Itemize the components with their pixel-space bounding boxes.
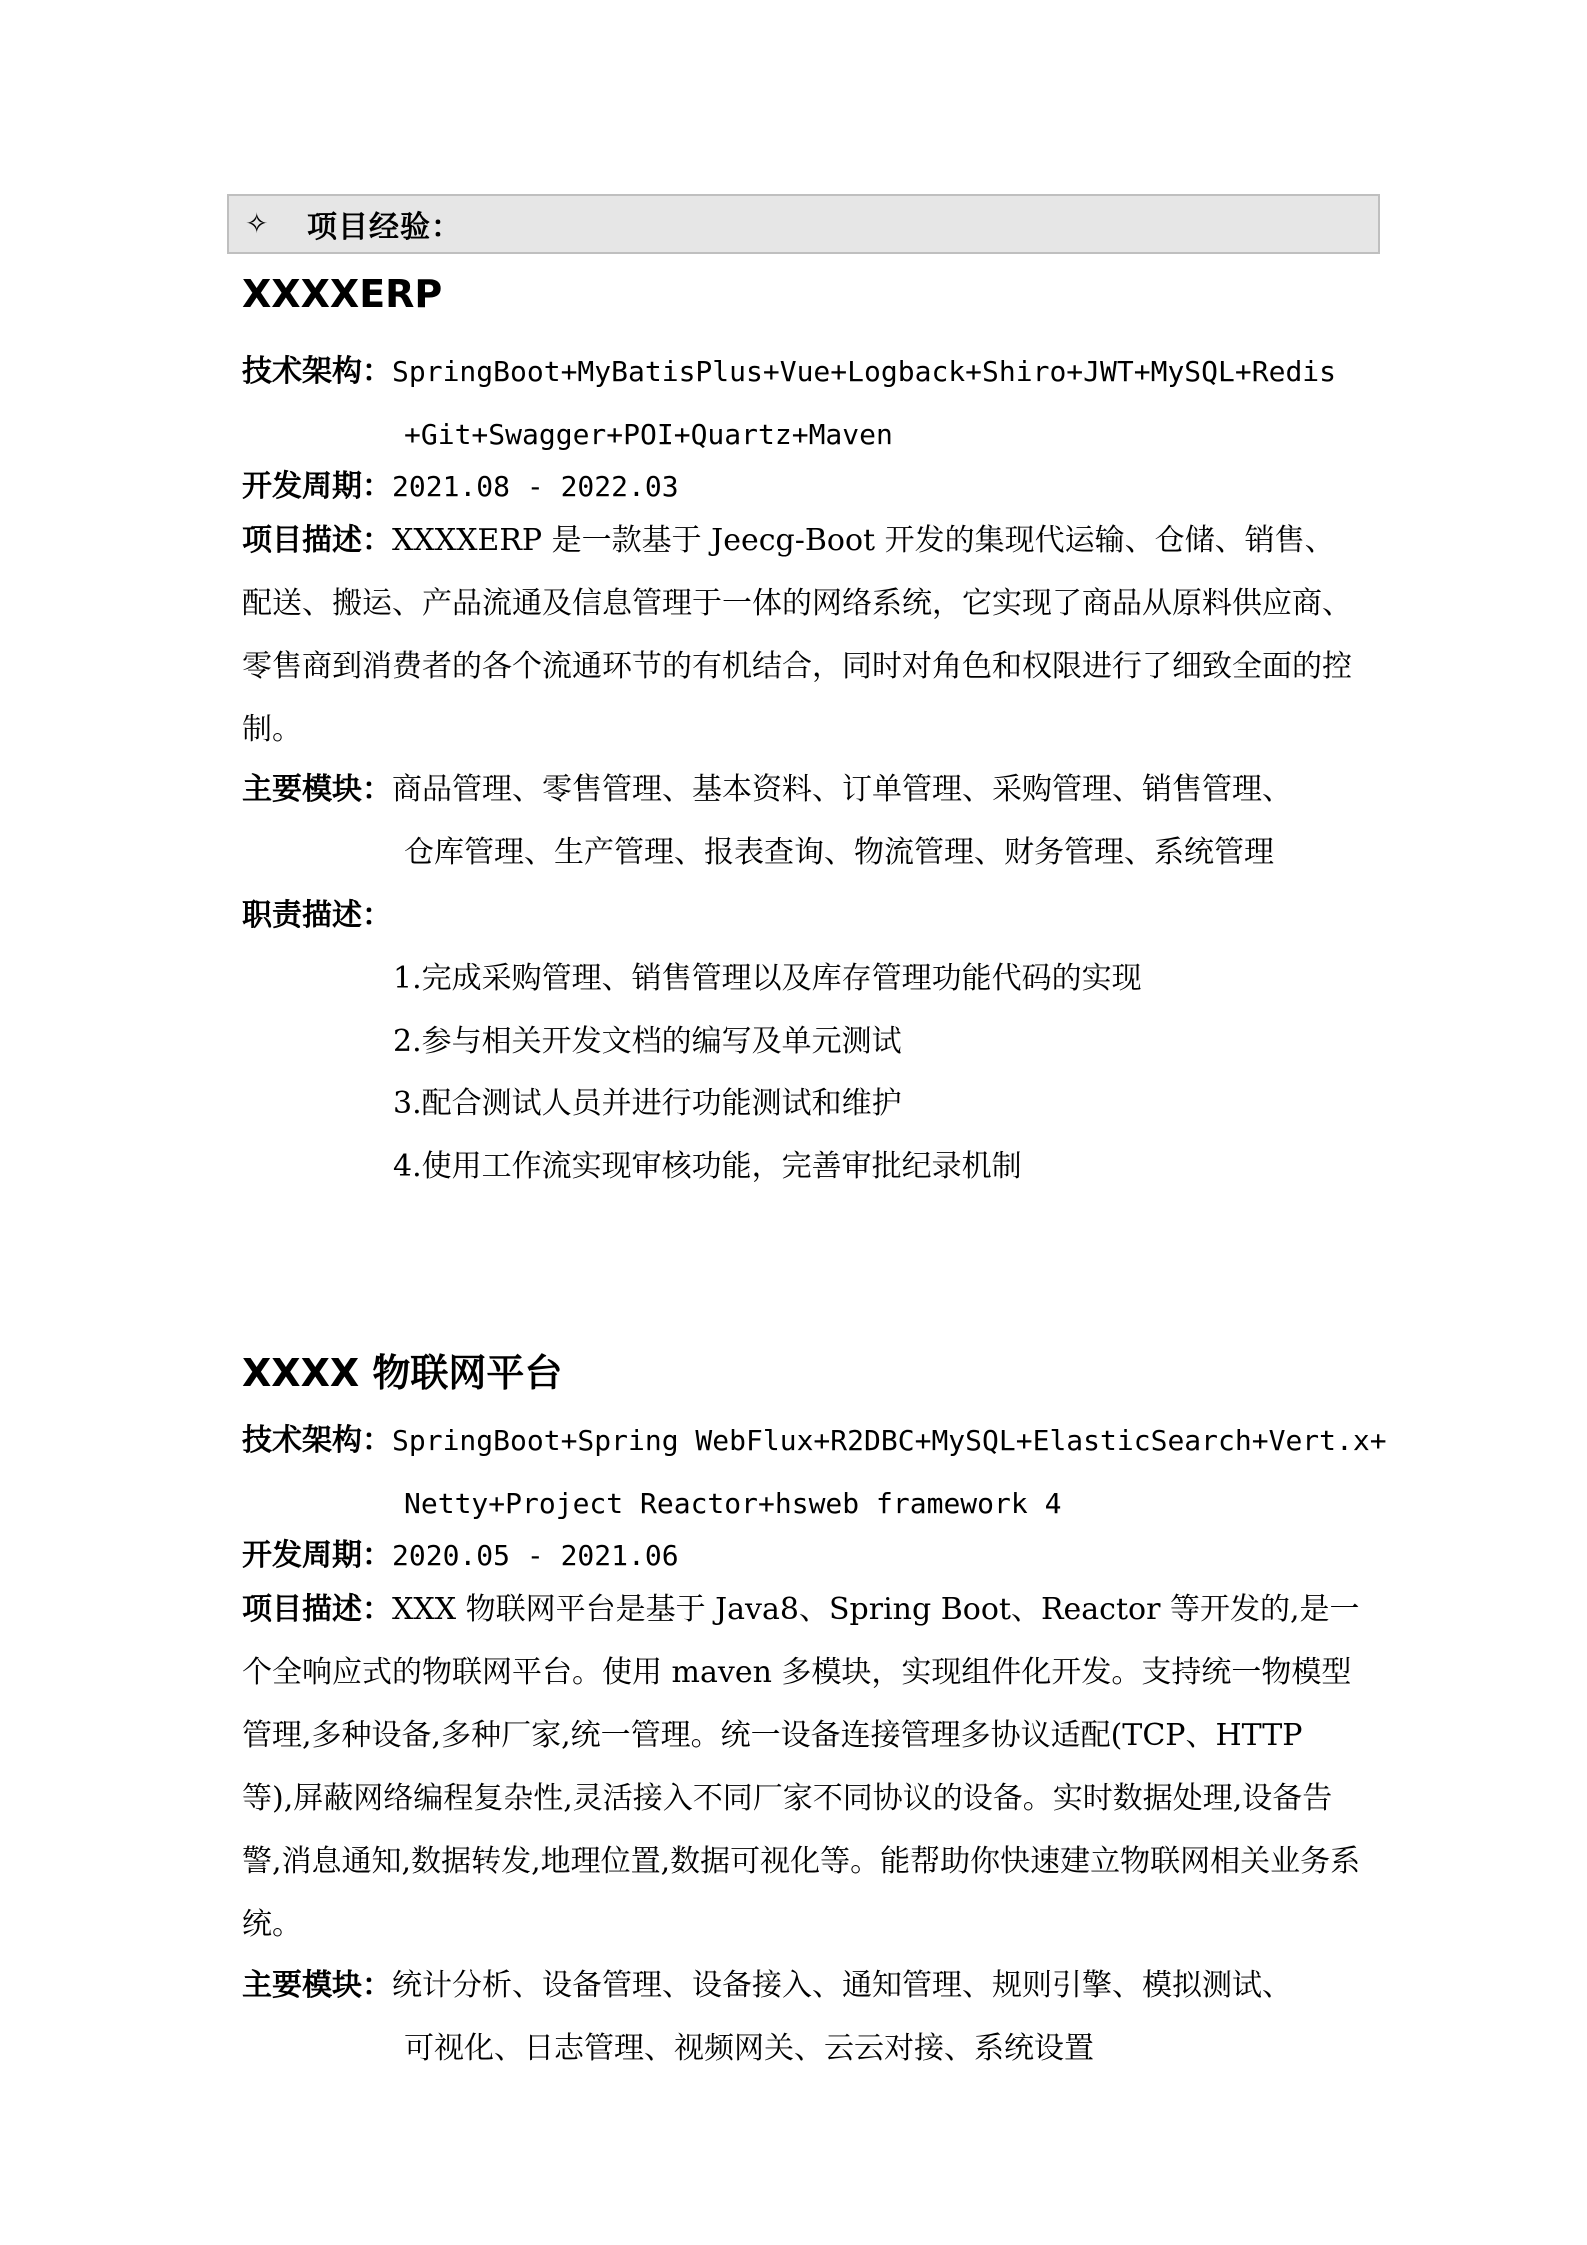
- duty-item: 4.使用工作流实现审核功能，完善审批纪录机制: [393, 1149, 1022, 1184]
- modules-row: [242, 1966, 1292, 2006]
- section-title: 项目经验：: [307, 210, 462, 245]
- diamond-star-icon: ✧: [245, 207, 269, 240]
- tech-value-continued: +Git+Swagger+POI+Quartz+Maven: [404, 418, 893, 451]
- project-title: XXXXERP: [242, 272, 443, 316]
- tech-value-continued: Netty+Project Reactor+hsweb framework 4: [404, 1487, 1062, 1520]
- modules-label: 主要模块：: [242, 1968, 392, 2003]
- period-label: 开发周期：: [242, 469, 392, 504]
- modules-value: 商品管理、零售管理、基本资料、订单管理、采购管理、销售管理、: [392, 772, 1292, 807]
- modules-value-continued: 可视化、日志管理、视频网关、云云对接、系统设置: [404, 2031, 1094, 2066]
- duties-label: 职责描述：: [242, 898, 392, 933]
- tech-stack-row: [242, 352, 1336, 392]
- tech-label: 技术架构：: [242, 1423, 392, 1458]
- description-label: 项目描述：: [242, 523, 392, 558]
- period-row: [242, 467, 679, 507]
- description-paragraph: [242, 509, 1362, 761]
- modules-continued: [404, 833, 1274, 873]
- tech-stack-continued: [404, 1484, 1061, 1524]
- tech-value: SpringBoot+Spring WebFlux+R2DBC+MySQL+ElasticSearch+Vert.x+: [392, 1424, 1387, 1457]
- section-header: [227, 194, 1380, 254]
- description-paragraph: [242, 1578, 1362, 1956]
- duties-row: [242, 896, 392, 936]
- description-text: XXX 物联网平台是基于 Java8、Spring Boot、Reactor 等开发的,是一个全响应式的物联网平台。使用 maven 多模块，实现组件化开发。支持统一物模型管理,多种设备,多种厂家,统一管理。统一设备连接管理多协议适配(TCP、HTTP 等),屏蔽网络编程复杂性,灵活接入不同厂家不同协议的设备。实时数据处理,设备告警,消息通知,数据转发,地理位置,数据可视化等。能帮助你快速建立物联网相关业务系统。: [242, 1592, 1361, 1942]
- tech-stack-continued: [404, 415, 893, 455]
- modules-row: [242, 770, 1292, 810]
- description-text: XXXXERP 是一款基于 Jeecg-Boot 开发的集现代运输、仓储、销售、配送、搬运、产品流通及信息管理于一体的网络系统，它实现了商品从原料供应商、零售商到消费者的各个流通环节的有机结合，同时对角色和权限进行了细致全面的控制。: [242, 523, 1352, 747]
- modules-continued: [404, 2029, 1094, 2069]
- period-value: 2020.05 - 2021.06: [392, 1539, 679, 1572]
- tech-value: SpringBoot+MyBatisPlus+Vue+Logback+Shiro+JWT+MySQL+Redis: [392, 355, 1337, 388]
- duty-item: 2.参与相关开发文档的编写及单元测试: [393, 1024, 902, 1059]
- period-row: [242, 1536, 679, 1576]
- duty-item: 1.完成采购管理、销售管理以及库存管理功能代码的实现: [393, 961, 1142, 996]
- project-title: XXXX 物联网平台: [242, 1351, 563, 1395]
- period-value: 2021.08 - 2022.03: [392, 470, 679, 503]
- modules-value-continued: 仓库管理、生产管理、报表查询、物流管理、财务管理、系统管理: [404, 835, 1274, 870]
- duty-item: 3.配合测试人员并进行功能测试和维护: [393, 1086, 902, 1121]
- modules-value: 统计分析、设备管理、设备接入、通知管理、规则引擎、模拟测试、: [392, 1968, 1292, 2003]
- tech-label: 技术架构：: [242, 354, 392, 389]
- period-label: 开发周期：: [242, 1538, 392, 1573]
- description-label: 项目描述：: [242, 1592, 392, 1627]
- modules-label: 主要模块：: [242, 772, 392, 807]
- tech-stack-row: [242, 1421, 1387, 1461]
